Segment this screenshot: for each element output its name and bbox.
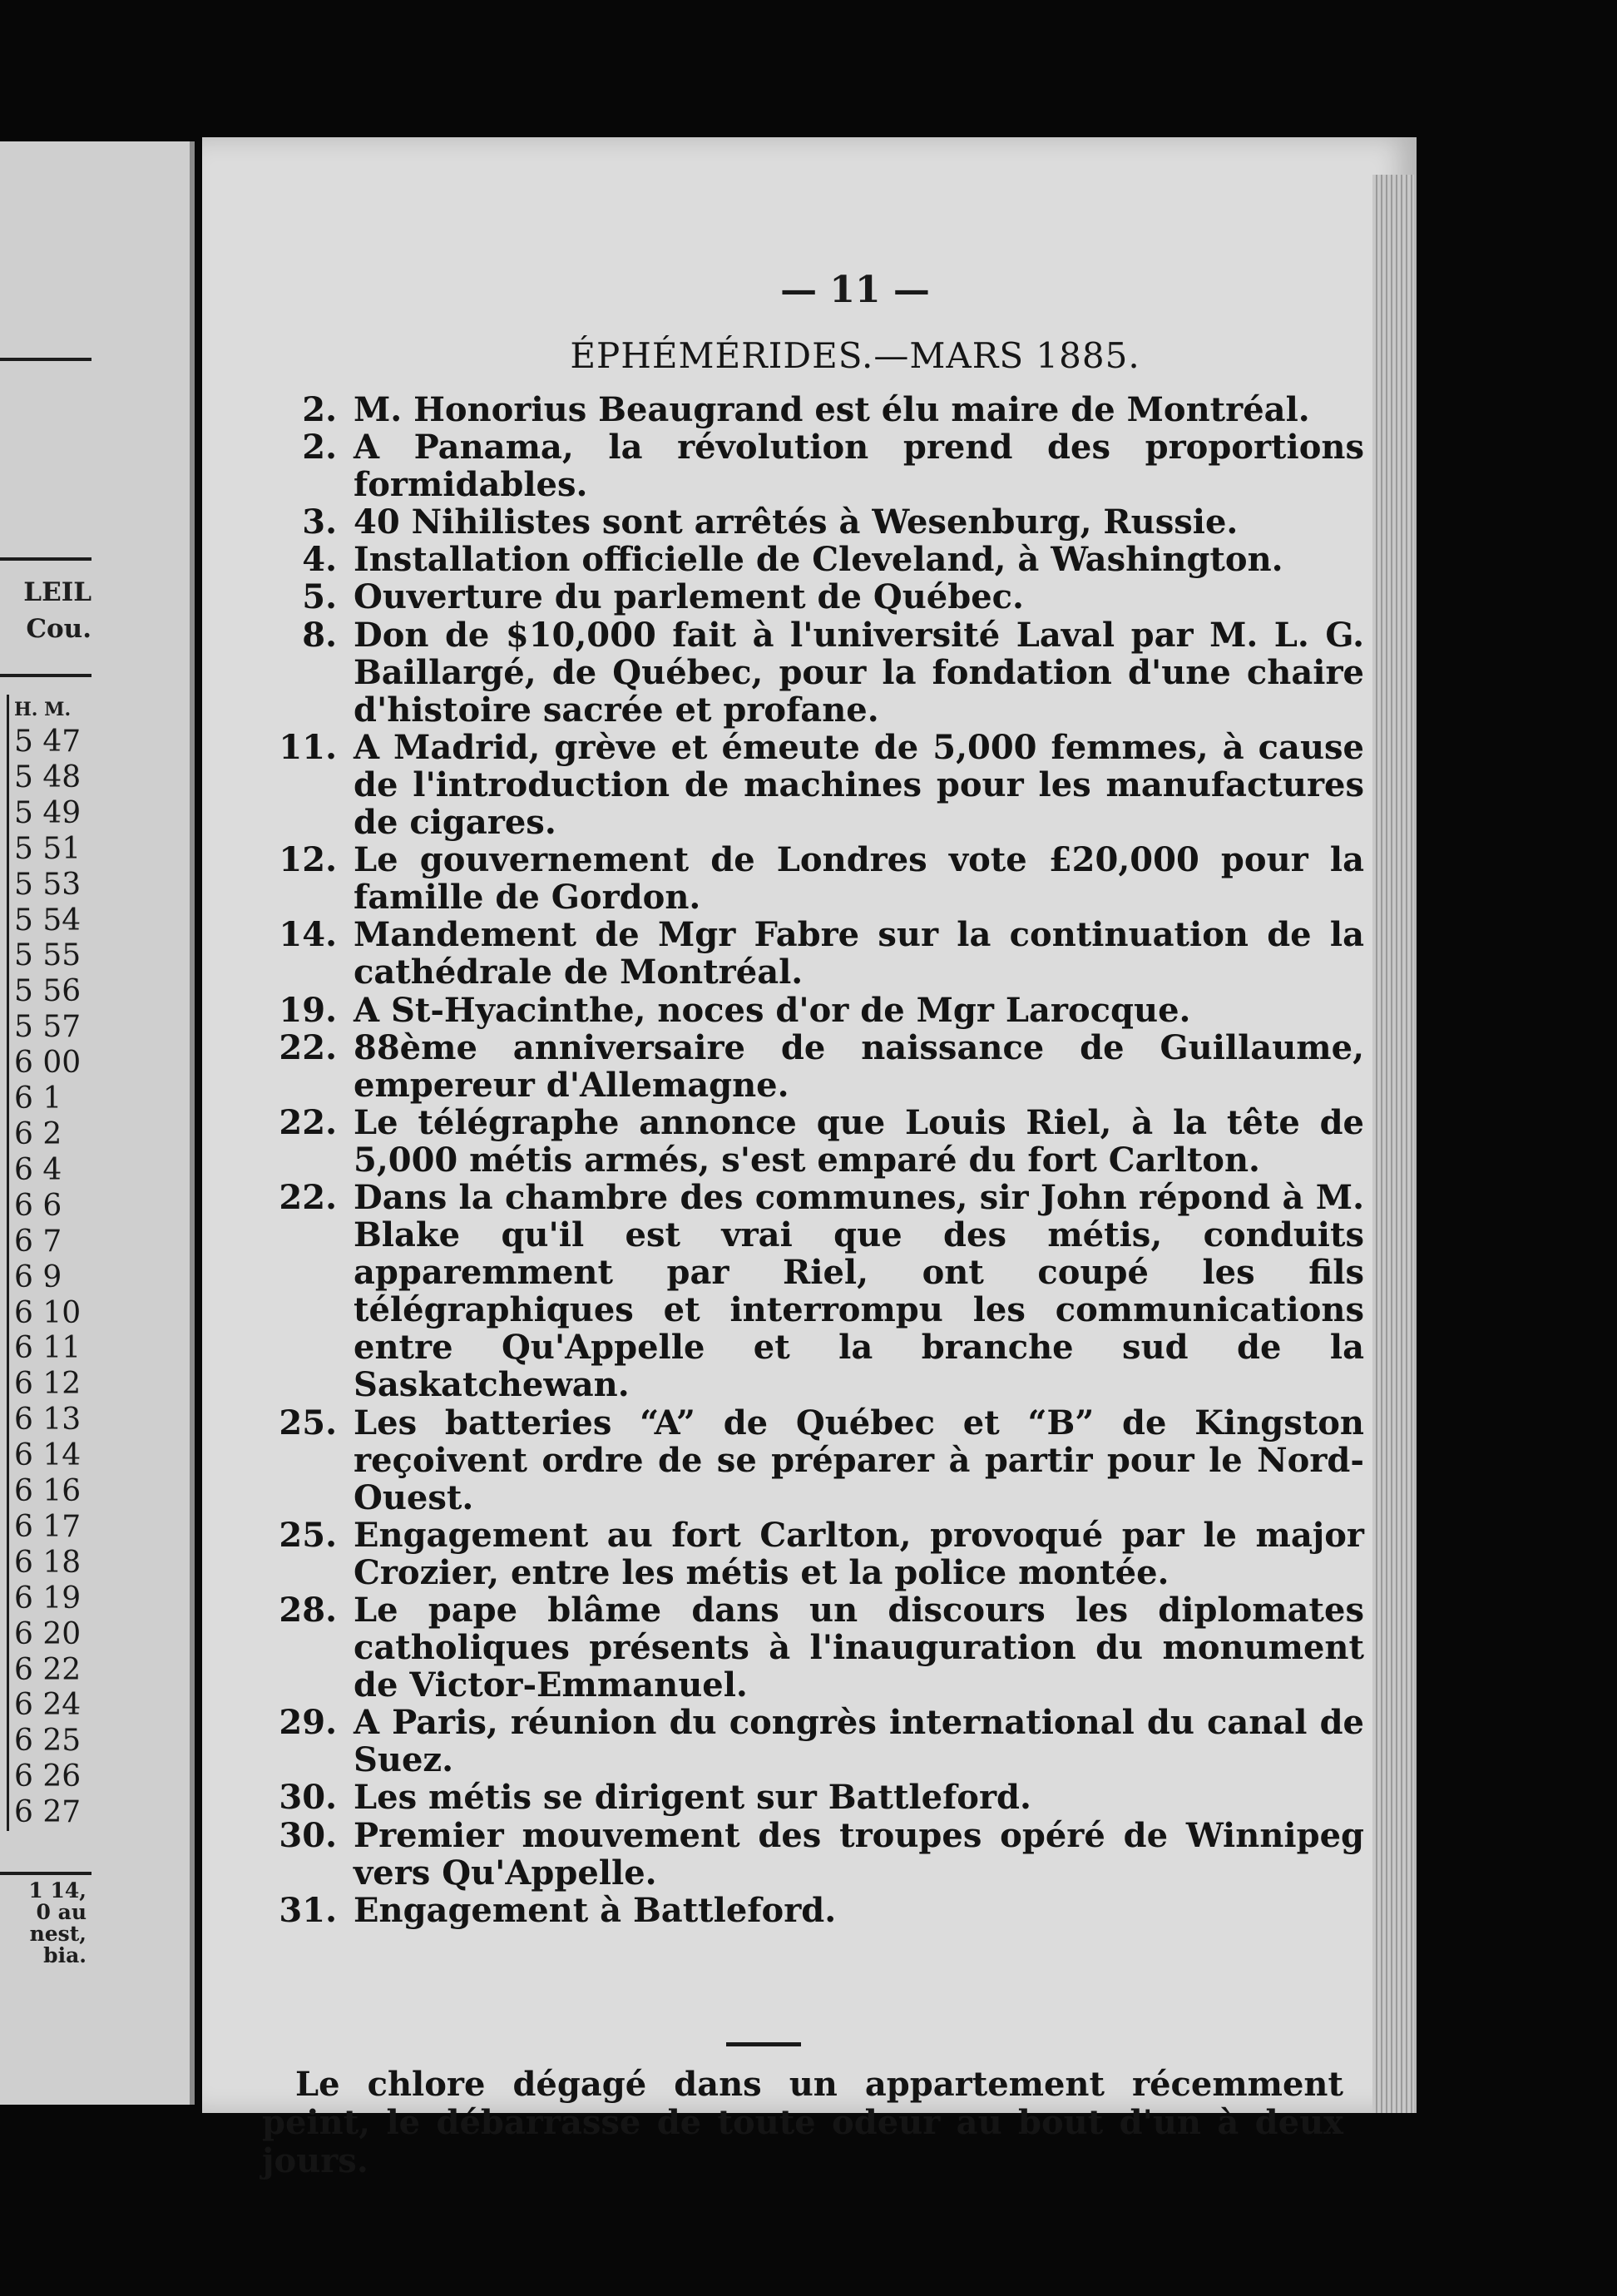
table-cell: 6 14 <box>14 1438 82 1473</box>
table-cell: 6 16 <box>14 1474 82 1509</box>
entry <box>262 1029 1364 1104</box>
table-cell: 5 54 <box>14 903 82 938</box>
footnote: Le chlore dégagé dans un appartement récemment peint, le débarrasse de toute odeur au bout d'un à deux jours. <box>262 2065 1343 2180</box>
entry <box>262 1179 1364 1404</box>
rule <box>0 358 91 361</box>
footnote-line: 1 14, <box>28 1878 87 1903</box>
ephemerides-list <box>262 391 1364 1929</box>
table-cell: 6 24 <box>14 1688 82 1723</box>
header-line: Cou. <box>26 614 91 644</box>
table-cell: 5 48 <box>14 760 82 794</box>
entry <box>262 992 1364 1029</box>
table-cell: 6 2 <box>14 1116 62 1151</box>
entry-text: A Madrid, grève et émeute de 5,000 femmes, à cause de l'introduction de machines pour les manufactures de cigares. <box>354 727 1364 843</box>
entry-day: 12. <box>279 840 337 880</box>
entry-text: Le télégraphe annonce que Louis Riel, à la tête de 5,000 métis armés, s'est emparé du fort Carlton. <box>354 1102 1364 1180</box>
entry-text: Premier mouvement des troupes opéré de Winnipeg vers Qu'Appelle. <box>354 1815 1364 1893</box>
entry <box>262 391 1364 428</box>
entry <box>262 1591 1364 1704</box>
entry <box>262 541 1364 578</box>
rule <box>0 557 91 561</box>
page-heading: ÉPHÉMÉRIDES.—MARS 1885. <box>570 335 1140 376</box>
table-cell: 5 56 <box>14 974 82 1009</box>
entry-text: 88ème anniversaire de naissance de Guillaume, empereur d'Allemagne. <box>354 1027 1364 1105</box>
current-page <box>202 137 1417 2180</box>
entry-text: Les métis se dirigent sur Battleford. <box>354 1778 1031 1818</box>
entry-day: 4. <box>302 540 337 580</box>
footnote-line: bia. <box>43 1943 87 1967</box>
previous-page-footnote <box>0 1880 87 1967</box>
table-cell: 5 55 <box>14 938 82 973</box>
table-cell: 6 27 <box>14 1795 82 1830</box>
footnote-line: nest, <box>29 1922 87 1946</box>
entry-day: 22. <box>279 1027 337 1067</box>
entry-day: 2. <box>302 390 337 429</box>
rule <box>0 1872 91 1875</box>
previous-page <box>0 141 195 2105</box>
entry <box>262 729 1364 841</box>
table-cell: 6 13 <box>14 1403 82 1437</box>
table-cell: 6 19 <box>14 1581 82 1616</box>
entry-day: 30. <box>279 1778 337 1818</box>
rule <box>0 674 91 677</box>
table-cell: 6 11 <box>14 1331 82 1366</box>
entry-text: A St-Hyacinthe, noces d'or de Mgr Larocque. <box>354 990 1191 1030</box>
entry-text: Le gouvernement de Londres vote £20,000 pour la famille de Gordon. <box>354 840 1364 918</box>
table-cell: 6 00 <box>14 1046 82 1081</box>
entry-day: 25. <box>279 1515 337 1555</box>
entry-text: Engagement au fort Carlton, provoqué par le major Crozier, entre les métis et la police montée. <box>354 1515 1364 1592</box>
entry-text: Engagement à Battleford. <box>354 1890 837 1930</box>
table-cell: 6 22 <box>14 1652 82 1687</box>
entry <box>262 1704 1364 1779</box>
entry-day: 28. <box>279 1591 337 1630</box>
entry-text: A Panama, la révolution prend des proportions formidables. <box>354 428 1364 505</box>
entry-text: Mandement de Mgr Fabre sur la continuation de la cathédrale de Montréal. <box>354 915 1364 992</box>
entry-day: 25. <box>279 1403 337 1442</box>
entry-day: 29. <box>279 1703 337 1743</box>
page-edges <box>1372 175 1414 2113</box>
sunset-table <box>7 695 91 1831</box>
entry-text: Installation officielle de Cleveland, à Washington. <box>354 540 1283 580</box>
entry-day: 22. <box>279 1177 337 1217</box>
entry <box>262 1779 1364 1816</box>
table-cells <box>14 725 91 1831</box>
entry-text: 40 Nihilistes sont arrêtés à Wesenburg, Russie. <box>354 502 1239 542</box>
table-cell: 5 57 <box>14 1010 82 1045</box>
column-header: H. M. <box>14 699 72 720</box>
entry <box>262 578 1364 616</box>
page-number: — 11 — <box>780 269 930 311</box>
separator-rule <box>726 2042 801 2046</box>
entry <box>262 1104 1364 1179</box>
previous-page-header <box>0 574 91 647</box>
entry-day: 22. <box>279 1102 337 1142</box>
entry <box>262 428 1364 503</box>
table-cell: 6 20 <box>14 1616 82 1651</box>
entry-text: A Paris, réunion du congrès international du canal de Suez. <box>354 1703 1364 1780</box>
entry-day: 14. <box>279 915 337 955</box>
table-cell: 6 7 <box>14 1224 62 1259</box>
entry <box>262 1817 1364 1892</box>
entry <box>262 1517 1364 1591</box>
table-cell: 6 12 <box>14 1367 82 1402</box>
table-cell: 6 4 <box>14 1152 62 1187</box>
entry-text: M. Honorius Beaugrand est élu maire de Montréal. <box>354 390 1310 429</box>
entry-day: 5. <box>302 577 337 617</box>
table-cell: 5 49 <box>14 795 82 830</box>
entry <box>262 1892 1364 1929</box>
table-cell: 5 47 <box>14 725 82 759</box>
entry-day: 31. <box>279 1890 337 1930</box>
entry-text: Dans la chambre des communes, sir John répond à M. Blake qu'il est vrai que des métis, conduits apparemment par Riel, ont coupé les fils télégraphiques et interrompu les communications entre Qu'Appelle et la branche sud de la Saskatchewan. <box>354 1177 1364 1405</box>
entry <box>262 616 1364 729</box>
entry <box>262 1404 1364 1517</box>
entry-day: 11. <box>279 727 337 767</box>
entry-day: 2. <box>302 428 337 468</box>
table-cell: 6 1 <box>14 1081 62 1116</box>
table-cell: 6 26 <box>14 1759 82 1794</box>
header-line: LEIL <box>23 577 91 607</box>
entry-day: 8. <box>302 615 337 655</box>
table-cell: 5 53 <box>14 867 82 902</box>
entry-day: 30. <box>279 1815 337 1855</box>
footnote-line: 0 au <box>36 1900 87 1924</box>
entry-text: Les batteries “A” de Québec et “B” de Kingston reçoivent ordre de se préparer à partir pour le Nord-Ouest. <box>354 1403 1364 1517</box>
entry-text: Don de $10,000 fait à l'université Laval par M. L. G. Baillargé, de Québec, pour la fondation d'une chaire d'histoire sacrée et profane. <box>354 615 1364 730</box>
entry <box>262 841 1364 916</box>
entry <box>262 916 1364 991</box>
table-cell: 6 6 <box>14 1188 62 1223</box>
entry-text: Le pape blâme dans un discours les diplomates catholiques présents à l'inauguration du monument de Victor-Emmanuel. <box>354 1591 1364 1705</box>
table-cell: 6 18 <box>14 1545 82 1580</box>
table-cell: 6 25 <box>14 1724 82 1759</box>
table-cell: 5 51 <box>14 831 82 866</box>
table-cell: 6 17 <box>14 1509 82 1544</box>
entry-day: 3. <box>302 502 337 542</box>
entry-day: 19. <box>279 990 337 1030</box>
entry <box>262 503 1364 541</box>
entry-text: Ouverture du parlement de Québec. <box>354 577 1024 617</box>
table-cell: 6 10 <box>14 1295 82 1330</box>
table-cell: 6 9 <box>14 1259 62 1294</box>
